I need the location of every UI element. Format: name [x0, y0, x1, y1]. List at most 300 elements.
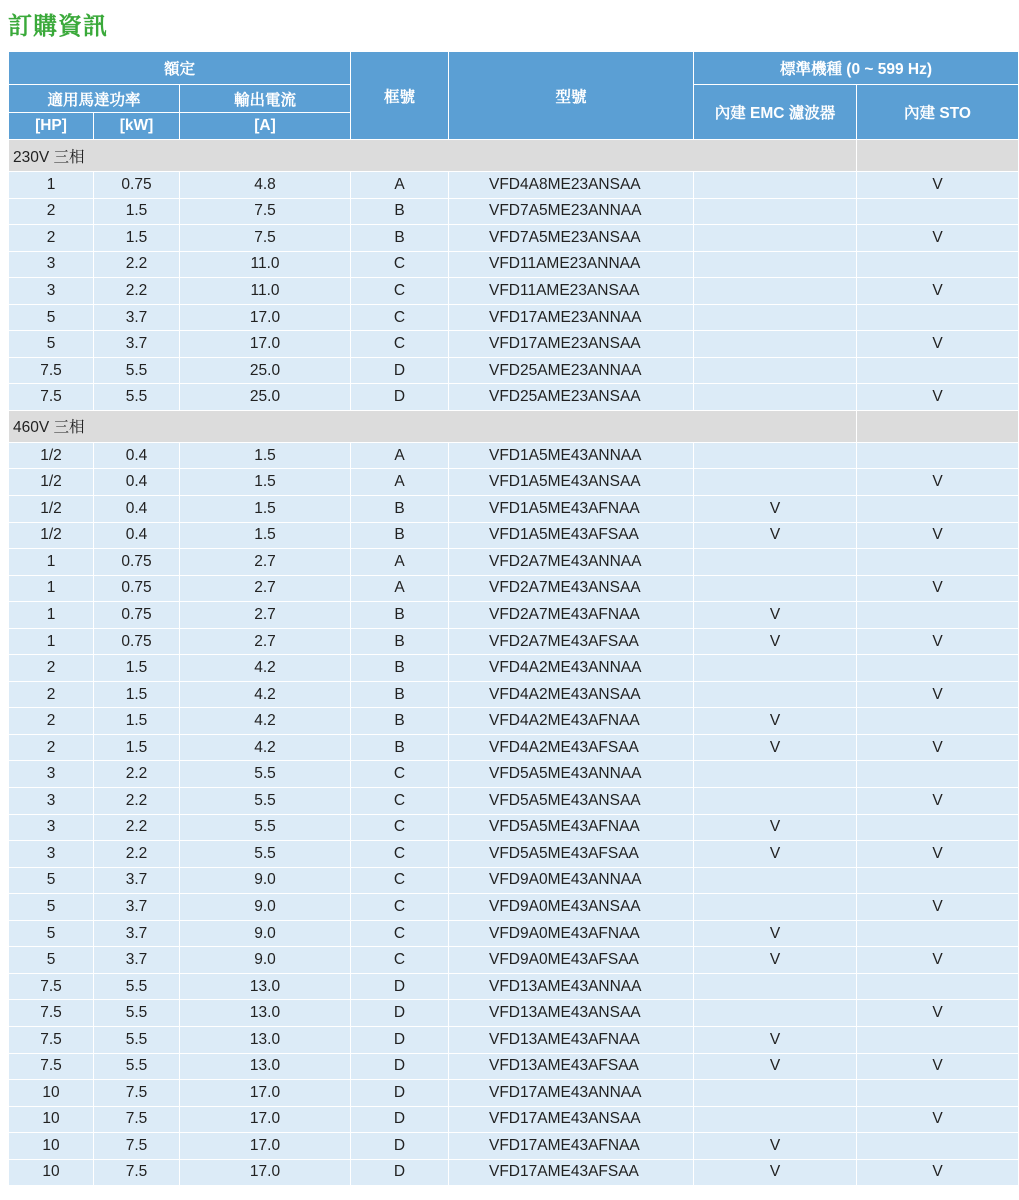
kw-cell: 1.5 — [94, 198, 180, 225]
frame-cell: B — [351, 708, 449, 735]
kw-cell: 1.5 — [94, 681, 180, 708]
table-row — [9, 225, 1019, 252]
hp-cell: 7.5 — [9, 1053, 94, 1080]
model-cell: VFD2A7ME43AFSAA — [449, 628, 694, 655]
current-cell: 4.2 — [180, 681, 351, 708]
frame-cell: D — [351, 973, 449, 1000]
model-cell: VFD11AME23ANSAA — [449, 278, 694, 305]
model-cell: VFD13AME43ANNAA — [449, 973, 694, 1000]
frame-cell: B — [351, 496, 449, 523]
hp-cell: 7.5 — [9, 384, 94, 411]
model-cell: VFD17AME23ANSAA — [449, 331, 694, 358]
sto-cell: V — [857, 384, 1019, 411]
sto-cell — [857, 549, 1019, 576]
group-label: 460V 三相 — [9, 410, 857, 442]
emc-cell: V — [694, 522, 857, 549]
kw-cell: 7.5 — [94, 1106, 180, 1133]
motor-power-header: 適用馬達功率 — [9, 85, 180, 113]
sto-cell — [857, 602, 1019, 629]
model-cell: VFD4A2ME43AFNAA — [449, 708, 694, 735]
model-cell: VFD9A0ME43AFSAA — [449, 947, 694, 974]
current-cell: 11.0 — [180, 251, 351, 278]
group-spacer — [857, 140, 1019, 172]
table-row — [9, 708, 1019, 735]
hp-cell: 10 — [9, 1080, 94, 1107]
emc-cell — [694, 384, 857, 411]
current-cell: 5.5 — [180, 788, 351, 815]
model-cell: VFD4A2ME43ANSAA — [449, 681, 694, 708]
sto-cell: V — [857, 734, 1019, 761]
model-cell: VFD13AME43AFSAA — [449, 1053, 694, 1080]
hp-cell: 7.5 — [9, 1026, 94, 1053]
emc-cell — [694, 894, 857, 921]
table-row — [9, 1053, 1019, 1080]
current-cell: 13.0 — [180, 973, 351, 1000]
kw-cell: 3.7 — [94, 920, 180, 947]
model-cell: VFD4A8ME23ANSAA — [449, 172, 694, 199]
model-cell: VFD9A0ME43AFNAA — [449, 920, 694, 947]
hp-cell: 7.5 — [9, 973, 94, 1000]
model-cell: VFD17AME43ANNAA — [449, 1080, 694, 1107]
table-row — [9, 384, 1019, 411]
frame-cell: A — [351, 575, 449, 602]
table-row — [9, 814, 1019, 841]
sto-cell — [857, 973, 1019, 1000]
hp-cell: 3 — [9, 814, 94, 841]
kw-cell: 5.5 — [94, 1053, 180, 1080]
sto-cell — [857, 357, 1019, 384]
group-spacer — [857, 410, 1019, 442]
hp-cell: 3 — [9, 788, 94, 815]
hp-cell: 5 — [9, 867, 94, 894]
current-cell: 11.0 — [180, 278, 351, 305]
current-cell: 17.0 — [180, 331, 351, 358]
model-cell: VFD17AME43AFSAA — [449, 1159, 694, 1186]
current-cell: 13.0 — [180, 1026, 351, 1053]
table-row — [9, 172, 1019, 199]
frame-cell: C — [351, 251, 449, 278]
sto-cell: V — [857, 841, 1019, 868]
sto-cell: V — [857, 225, 1019, 252]
emc-cell: V — [694, 1026, 857, 1053]
model-cell: VFD2A7ME43AFNAA — [449, 602, 694, 629]
emc-cell: V — [694, 920, 857, 947]
sto-cell — [857, 1080, 1019, 1107]
sto-cell: V — [857, 788, 1019, 815]
hp-cell: 5 — [9, 894, 94, 921]
hp-cell: 5 — [9, 304, 94, 331]
frame-cell: B — [351, 734, 449, 761]
table-row — [9, 761, 1019, 788]
table-row — [9, 628, 1019, 655]
kw-cell: 0.75 — [94, 549, 180, 576]
table-row — [9, 304, 1019, 331]
emc-cell: V — [694, 1053, 857, 1080]
model-cell: VFD2A7ME43ANSAA — [449, 575, 694, 602]
current-cell: 2.7 — [180, 549, 351, 576]
hp-cell: 1 — [9, 549, 94, 576]
sto-cell: V — [857, 1053, 1019, 1080]
table-row — [9, 549, 1019, 576]
model-cell: VFD7A5ME23ANNAA — [449, 198, 694, 225]
emc-cell: V — [694, 628, 857, 655]
emc-cell — [694, 225, 857, 252]
frame-cell: A — [351, 549, 449, 576]
kw-cell: 5.5 — [94, 1026, 180, 1053]
hp-cell: 1 — [9, 172, 94, 199]
sto-cell: V — [857, 947, 1019, 974]
table-row — [9, 1080, 1019, 1107]
hp-cell: 1/2 — [9, 469, 94, 496]
table-row — [9, 469, 1019, 496]
output-current-header: 輸出電流 — [180, 85, 351, 113]
frame-cell: D — [351, 357, 449, 384]
table-row — [9, 1133, 1019, 1160]
sto-cell — [857, 1026, 1019, 1053]
current-cell: 25.0 — [180, 384, 351, 411]
emc-cell — [694, 331, 857, 358]
sto-cell — [857, 442, 1019, 469]
frame-cell: D — [351, 1133, 449, 1160]
current-cell: 5.5 — [180, 761, 351, 788]
sto-cell: V — [857, 278, 1019, 305]
sto-cell: V — [857, 681, 1019, 708]
hp-cell: 2 — [9, 225, 94, 252]
table-row — [9, 575, 1019, 602]
frame-cell: D — [351, 384, 449, 411]
model-cell: VFD5A5ME43AFSAA — [449, 841, 694, 868]
frame-cell: C — [351, 788, 449, 815]
kw-cell: 3.7 — [94, 304, 180, 331]
hp-cell: 7.5 — [9, 1000, 94, 1027]
emc-cell — [694, 357, 857, 384]
frame-cell: D — [351, 1080, 449, 1107]
ordering-table — [8, 51, 1019, 1186]
table-row — [9, 867, 1019, 894]
hp-unit-header: [HP] — [9, 113, 94, 140]
emc-cell: V — [694, 1159, 857, 1186]
hp-cell: 3 — [9, 841, 94, 868]
sto-cell: V — [857, 1106, 1019, 1133]
hp-cell: 2 — [9, 734, 94, 761]
hp-cell: 10 — [9, 1133, 94, 1160]
hp-cell: 1/2 — [9, 442, 94, 469]
kw-cell: 0.75 — [94, 575, 180, 602]
current-cell: 1.5 — [180, 469, 351, 496]
sto-cell: V — [857, 331, 1019, 358]
kw-cell: 1.5 — [94, 708, 180, 735]
table-row — [9, 1106, 1019, 1133]
sto-header: 內建 STO — [857, 85, 1019, 140]
current-cell: 9.0 — [180, 894, 351, 921]
kw-cell: 0.4 — [94, 496, 180, 523]
frame-cell: B — [351, 225, 449, 252]
kw-unit-header: [kW] — [94, 113, 180, 140]
emc-cell — [694, 575, 857, 602]
model-cell: VFD5A5ME43ANSAA — [449, 788, 694, 815]
kw-cell: 0.75 — [94, 172, 180, 199]
current-cell: 25.0 — [180, 357, 351, 384]
kw-cell: 0.4 — [94, 442, 180, 469]
model-cell: VFD1A5ME43ANSAA — [449, 469, 694, 496]
kw-cell: 3.7 — [94, 947, 180, 974]
kw-cell: 0.75 — [94, 628, 180, 655]
kw-cell: 5.5 — [94, 1000, 180, 1027]
frame-cell: B — [351, 198, 449, 225]
current-cell: 13.0 — [180, 1053, 351, 1080]
current-cell: 1.5 — [180, 442, 351, 469]
table-row — [9, 947, 1019, 974]
table-row — [9, 655, 1019, 682]
hp-cell: 3 — [9, 251, 94, 278]
table-row — [9, 357, 1019, 384]
sto-cell: V — [857, 575, 1019, 602]
model-cell: VFD25AME23ANSAA — [449, 384, 694, 411]
frame-cell: C — [351, 761, 449, 788]
table-row — [9, 973, 1019, 1000]
emc-cell — [694, 867, 857, 894]
table-row — [9, 278, 1019, 305]
frame-cell: B — [351, 681, 449, 708]
hp-cell: 7.5 — [9, 357, 94, 384]
hp-cell: 2 — [9, 655, 94, 682]
model-cell: VFD9A0ME43ANNAA — [449, 867, 694, 894]
frame-cell: C — [351, 841, 449, 868]
hp-cell: 3 — [9, 761, 94, 788]
emc-cell: V — [694, 708, 857, 735]
table-row — [9, 681, 1019, 708]
frame-cell: D — [351, 1000, 449, 1027]
current-cell: 5.5 — [180, 814, 351, 841]
sto-cell — [857, 761, 1019, 788]
current-cell: 7.5 — [180, 198, 351, 225]
sto-cell — [857, 251, 1019, 278]
hp-cell: 1 — [9, 628, 94, 655]
current-cell: 17.0 — [180, 1159, 351, 1186]
sto-cell: V — [857, 1000, 1019, 1027]
emc-cell — [694, 761, 857, 788]
hp-cell: 1 — [9, 575, 94, 602]
kw-cell: 2.2 — [94, 788, 180, 815]
model-cell: VFD4A2ME43AFSAA — [449, 734, 694, 761]
kw-cell: 1.5 — [94, 734, 180, 761]
standard-model-header: 標準機種 (0 ~ 599 Hz) — [694, 52, 1019, 85]
model-cell: VFD17AME43ANSAA — [449, 1106, 694, 1133]
sto-cell — [857, 708, 1019, 735]
emc-cell — [694, 655, 857, 682]
frame-cell: B — [351, 522, 449, 549]
current-cell: 9.0 — [180, 867, 351, 894]
model-cell: VFD25AME23ANNAA — [449, 357, 694, 384]
frame-cell: B — [351, 628, 449, 655]
model-cell: VFD17AME43AFNAA — [449, 1133, 694, 1160]
model-cell: VFD2A7ME43ANNAA — [449, 549, 694, 576]
emc-cell: V — [694, 734, 857, 761]
kw-cell: 0.75 — [94, 602, 180, 629]
emc-cell — [694, 198, 857, 225]
emc-cell: V — [694, 1133, 857, 1160]
hp-cell: 5 — [9, 331, 94, 358]
emc-cell — [694, 278, 857, 305]
sto-cell: V — [857, 1159, 1019, 1186]
model-cell: VFD1A5ME43AFSAA — [449, 522, 694, 549]
kw-cell: 3.7 — [94, 867, 180, 894]
page-title: 訂購資訊 — [8, 13, 108, 40]
group-row — [9, 140, 1019, 172]
kw-cell: 2.2 — [94, 761, 180, 788]
emc-cell — [694, 681, 857, 708]
emc-cell: V — [694, 947, 857, 974]
table-row — [9, 198, 1019, 225]
kw-cell: 5.5 — [94, 973, 180, 1000]
sto-cell — [857, 814, 1019, 841]
emc-cell — [694, 549, 857, 576]
current-cell: 2.7 — [180, 602, 351, 629]
emc-filter-header: 內建 EMC 濾波器 — [694, 85, 857, 140]
frame-cell: C — [351, 920, 449, 947]
sto-cell — [857, 496, 1019, 523]
group-label: 230V 三相 — [9, 140, 857, 172]
hp-cell: 10 — [9, 1106, 94, 1133]
current-cell: 9.0 — [180, 920, 351, 947]
kw-cell: 5.5 — [94, 384, 180, 411]
current-cell: 17.0 — [180, 1106, 351, 1133]
emc-cell: V — [694, 496, 857, 523]
sto-cell — [857, 655, 1019, 682]
emc-cell — [694, 251, 857, 278]
emc-cell — [694, 973, 857, 1000]
frame-cell: D — [351, 1026, 449, 1053]
kw-cell: 2.2 — [94, 814, 180, 841]
kw-cell: 3.7 — [94, 894, 180, 921]
sto-cell: V — [857, 628, 1019, 655]
model-header: 型號 — [449, 52, 694, 140]
table-row — [9, 522, 1019, 549]
sto-cell: V — [857, 894, 1019, 921]
current-cell: 1.5 — [180, 496, 351, 523]
frame-cell: C — [351, 304, 449, 331]
emc-cell — [694, 788, 857, 815]
current-cell: 2.7 — [180, 575, 351, 602]
sto-cell — [857, 198, 1019, 225]
hp-cell: 1/2 — [9, 496, 94, 523]
frame-cell: C — [351, 867, 449, 894]
current-cell: 7.5 — [180, 225, 351, 252]
kw-cell: 1.5 — [94, 225, 180, 252]
model-cell: VFD7A5ME23ANSAA — [449, 225, 694, 252]
kw-cell: 2.2 — [94, 251, 180, 278]
model-cell: VFD9A0ME43ANSAA — [449, 894, 694, 921]
frame-cell: A — [351, 469, 449, 496]
current-cell: 4.2 — [180, 655, 351, 682]
hp-cell: 3 — [9, 278, 94, 305]
emc-cell: V — [694, 841, 857, 868]
table-row — [9, 496, 1019, 523]
table-row — [9, 331, 1019, 358]
model-cell: VFD1A5ME43AFNAA — [449, 496, 694, 523]
table-row — [9, 734, 1019, 761]
model-cell: VFD5A5ME43ANNAA — [449, 761, 694, 788]
hp-cell: 2 — [9, 198, 94, 225]
sto-cell — [857, 304, 1019, 331]
kw-cell: 7.5 — [94, 1080, 180, 1107]
table-row — [9, 894, 1019, 921]
table-header — [9, 52, 1019, 140]
emc-cell — [694, 172, 857, 199]
hp-cell: 1/2 — [9, 522, 94, 549]
table-row — [9, 1026, 1019, 1053]
model-cell: VFD13AME43AFNAA — [449, 1026, 694, 1053]
hp-cell: 2 — [9, 681, 94, 708]
kw-cell: 0.4 — [94, 469, 180, 496]
current-cell: 17.0 — [180, 304, 351, 331]
table-row — [9, 841, 1019, 868]
frame-cell: B — [351, 655, 449, 682]
current-cell: 17.0 — [180, 1080, 351, 1107]
current-cell: 9.0 — [180, 947, 351, 974]
frame-header: 框號 — [351, 52, 449, 140]
frame-cell: C — [351, 814, 449, 841]
table-row — [9, 920, 1019, 947]
group-row — [9, 410, 1019, 442]
model-cell: VFD1A5ME43ANNAA — [449, 442, 694, 469]
hp-cell: 5 — [9, 920, 94, 947]
current-cell: 17.0 — [180, 1133, 351, 1160]
kw-cell: 1.5 — [94, 655, 180, 682]
frame-cell: C — [351, 331, 449, 358]
table-row — [9, 442, 1019, 469]
hp-cell: 10 — [9, 1159, 94, 1186]
emc-cell — [694, 1106, 857, 1133]
kw-cell: 5.5 — [94, 357, 180, 384]
frame-cell: C — [351, 947, 449, 974]
frame-cell: A — [351, 442, 449, 469]
current-cell: 4.8 — [180, 172, 351, 199]
kw-cell: 2.2 — [94, 278, 180, 305]
kw-cell: 0.4 — [94, 522, 180, 549]
current-cell: 4.2 — [180, 734, 351, 761]
current-cell: 13.0 — [180, 1000, 351, 1027]
model-cell: VFD13AME43ANSAA — [449, 1000, 694, 1027]
sto-cell: V — [857, 522, 1019, 549]
table-row — [9, 251, 1019, 278]
frame-cell: D — [351, 1106, 449, 1133]
kw-cell: 7.5 — [94, 1133, 180, 1160]
frame-cell: D — [351, 1053, 449, 1080]
emc-cell — [694, 1000, 857, 1027]
sto-cell — [857, 1133, 1019, 1160]
model-cell: VFD17AME23ANNAA — [449, 304, 694, 331]
emc-cell: V — [694, 602, 857, 629]
table-row — [9, 788, 1019, 815]
sto-cell — [857, 920, 1019, 947]
sto-cell — [857, 867, 1019, 894]
frame-cell: B — [351, 602, 449, 629]
frame-cell: C — [351, 278, 449, 305]
frame-cell: C — [351, 894, 449, 921]
model-cell: VFD5A5ME43AFNAA — [449, 814, 694, 841]
sto-cell: V — [857, 469, 1019, 496]
emc-cell — [694, 469, 857, 496]
table-row — [9, 1159, 1019, 1186]
model-cell: VFD11AME23ANNAA — [449, 251, 694, 278]
frame-cell: A — [351, 172, 449, 199]
table-body — [9, 140, 1019, 1186]
hp-cell: 2 — [9, 708, 94, 735]
emc-cell — [694, 442, 857, 469]
rating-header: 額定 — [9, 52, 351, 85]
emc-cell — [694, 304, 857, 331]
